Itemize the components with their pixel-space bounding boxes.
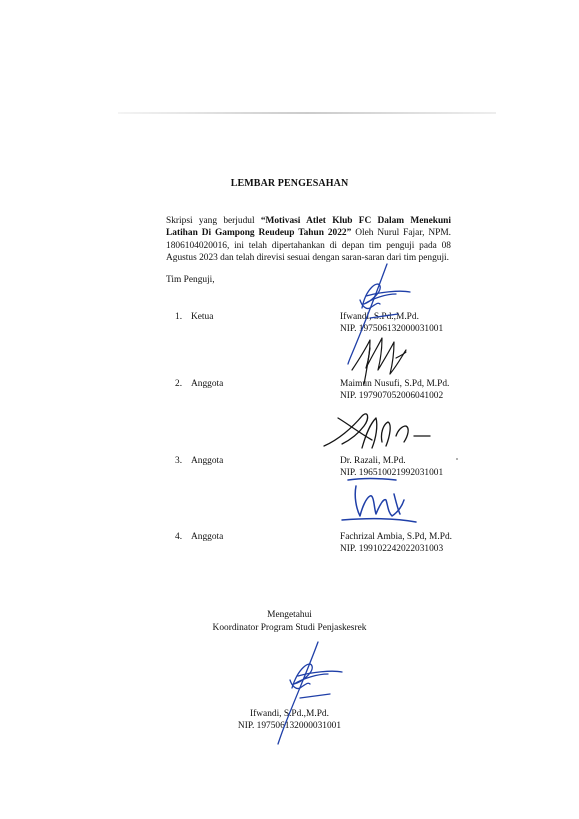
examiner-3-number: 3. [175,456,183,466]
signature-examiner-2 [340,328,450,386]
page-title: LEMBAR PENGESAHAN [230,178,349,189]
scan-speck [456,458,458,460]
examiner-4-role [175,532,223,542]
examiner-1-nip: NIP. 197506132000031001 [340,324,444,334]
examiner-3-nip: NIP. 196510021992031001 [340,468,444,478]
approval-name: Ifwandi, S.Pd.,M.Pd. [250,709,329,719]
examiner-2-nip: NIP. 197907052006041002 [340,391,444,401]
examiner-1-name: Ifwandi, S.Pd.,M.Pd. [340,312,419,322]
examiner-1-number: 1. [175,312,183,322]
signature-examiner-3 [318,396,438,456]
examiner-2-name: Maimun Nusufi, S.Pd, M.Pd. [340,379,450,389]
examiner-3-name: Dr. Razali, M.Pd. [340,456,406,466]
intro-text-2: Oleh Nurul Fajar, NPM. 1806104020016, ini telah dipertahankan di depan tim penguji pada 08 Agustus 2023 dan telah direvisi sesuai dengan saran-saran dari tim penguji. [166,228,451,263]
approval-label: Mengetahui [267,610,312,620]
examiner-1-role [175,312,213,322]
thesis-title: “Motivasi Atlet Klub FC Dalam Menekuni Latihan Di Gampong Reudeup Tahun 2022” [166,216,451,239]
examiner-2-number: 2. [175,379,183,389]
examiner-4-role-label: Anggota [191,532,224,542]
examiner-4-number: 4. [175,532,183,542]
examiner-4-block [340,531,452,555]
examiner-3-role [175,456,223,466]
scan-edge-line [118,112,496,114]
examiner-4-name: Fachrizal Ambia, S.Pd, M.Pd. [340,532,452,542]
examiner-4-nip: NIP. 199102242022031003 [340,544,444,554]
examiner-2-role [175,379,223,389]
examiner-1-role-label: Ketua [191,312,214,322]
examiner-2-role-label: Anggota [191,379,224,389]
examiner-3-role-label: Anggota [191,456,224,466]
approval-nip: NIP. 197506132000031001 [237,721,342,731]
intro-text-1: Skripsi yang berjudul [166,216,261,226]
intro-paragraph [166,215,451,264]
approval-position: Koordinator Program Studi Penjaskesrek [212,623,367,633]
signature-coordinator [270,636,350,746]
signature-examiner-4 [338,472,418,528]
team-label: Tim Penguji, [166,275,215,285]
